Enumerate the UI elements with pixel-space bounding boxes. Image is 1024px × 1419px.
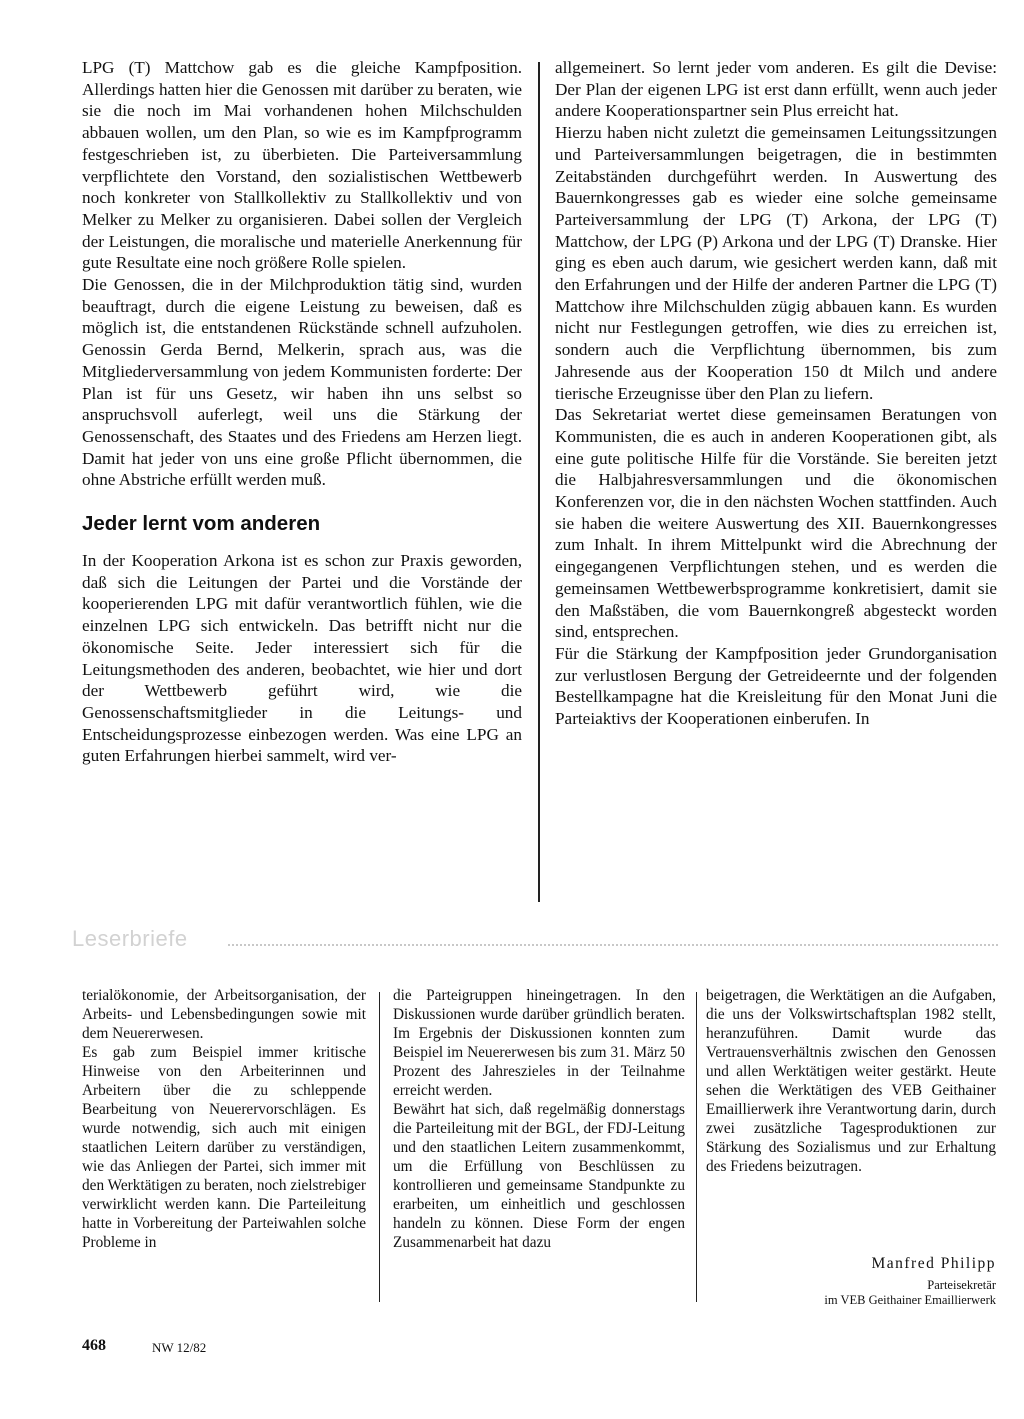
page-number: 468	[82, 1337, 106, 1354]
paragraph: allgemeinert. So lernt jeder vom anderen. Es gilt die Devise: Der Plan der eigenen LPG ist erst dann erfüllt, wenn auch jeder andere Kooperationspartner sein Plus erreicht hat.	[555, 58, 997, 121]
column-divider	[379, 992, 380, 1302]
article-column-right	[555, 57, 997, 730]
author-role: Parteisekretär	[927, 1278, 996, 1292]
letter-column-1	[82, 986, 366, 1252]
issue-label: NW 12/82	[152, 1340, 207, 1355]
section-heading: Jeder lernt vom anderen	[82, 512, 321, 536]
article-column-left	[82, 57, 522, 767]
section-label: Leserbriefe	[72, 926, 188, 951]
letter-column-3	[706, 986, 996, 1176]
paragraph: LPG (T) Mattchow gab es die gleiche Kampfposition. Allerdings hatten hier die Genossen mit darüber zu beraten, wie sie die noch im Mai vorhandenen hohen Milchschulden abbauen wollen, um den Plan, so wie es im Kampfprogramm festgeschrieben ist, zu überbieten. Die Parteiversammlung verpflichtete den Vorstand, den sozialistischen Wettbewerb noch konkreter von Stallkollektiv zu Stallkollektiv und von Melker zu Melker zu organisieren. Dabei sollen der Vergleich der Leistungen, die moralische und materielle Anerkennung für gute Resultate eine noch größere Rolle spielen.	[82, 58, 522, 273]
letter-column-2	[393, 986, 685, 1252]
paragraph: Für die Stärkung der Kampfposition jeder Grundorganisation zur verlustlosen Bergung der Getreideernte und der folgenden Bestellkampagne hat die Kreisleitung für den Monat Juni die Parteiaktivs der Kooperationen einberufen. In	[555, 643, 997, 729]
author-organization: im VEB Geithainer Emaillierwerk	[824, 1293, 996, 1307]
section-divider	[228, 944, 998, 946]
paragraph: Es gab zum Beispiel immer kritische Hinweise von den Arbeiterinnen und Arbeitern über die zu schleppende Bearbeitung von Neuerervorschlägen. Es wurde notwendig, sich auch mit einigen staatlichen Leitern darüber zu verständigen, wie das Anliegen der Partei, sich immer mit den Werktätigen zu beraten, noch zielstrebiger verwirklicht werden kann. Die Parteileitung hatte in Vorbereitung der Parteiwahlen solche Probleme in	[82, 1044, 366, 1251]
paragraph: In der Kooperation Arkona ist es schon zur Praxis geworden, daß sich die Leitungen der Partei und die Vorstände der kooperierenden LPG mit dafür verantwortlich fühlen, wie die einzelnen LPG sich entwickeln. Das betrifft nicht nur die ökonomische Seite. Jeder interessiert sich für die Leitungsmethoden des anderen, beobachtet, wie hier und dort der Wettbewerb geführt wird, wie die Genossenschaftsmitglieder in die Leitungs- und Entscheidungsprozesse einbezogen werden. Was eine LPG an guten Erfahrungen hierbei sammelt, wird ver-	[82, 551, 522, 766]
paragraph: Die Genossen, die in der Milchproduktion tätig sind, wurden beauftragt, durch die eigene Leistung zu beweisen, daß es möglich ist, die entstandenen Rückstände schnell aufzuholen. Genossin Gerda Bernd, Melkerin, sprach aus, was die Mitgliederversammlung von jedem Kommunisten forderte: Der Plan ist für uns Gesetz, wir haben ihn uns selbst so anspruchsvoll auferlegt, weil uns die Stärkung der Genossenschaft, des Staates und des Friedens am Herzen liegt. Damit hat jeder von uns eine große Pflicht übernommen, die ohne Abstriche erfüllt werden muß.	[82, 275, 522, 490]
paragraph: die Parteigruppen hineingetragen. In den Diskussionen wurde darüber gründlich beraten. Im Ergebnis der Diskussionen konnten zum Beispiel im Neuererwesen bis zum 31. März 50 Prozent des Jahreszieles in der Teilnahme erreicht werden.	[393, 987, 685, 1099]
paragraph: Bewährt hat sich, daß regelmäßig donnerstags die Parteileitung mit der BGL, der FDJ-Leitung und den staatlichen Leitern zusammenkommt, um die Erfüllung von Beschlüssen zu kontrollieren und gemeinsame Standpunkte zu erarbeiten, um einheitlich und geschlossen handeln zu können. Diese Form der engen Zusammenarbeit hat dazu	[393, 1101, 685, 1251]
column-divider	[696, 992, 697, 1302]
column-divider	[538, 62, 540, 902]
signature-block	[706, 1254, 996, 1308]
paragraph: Hierzu haben nicht zuletzt die gemeinsamen Leitungssitzungen und Parteiversammlungen beigetragen, die in bestimmten Zeitabständen durchgeführt werden. In Auswertung des Bauernkongresses gab es wieder eine solche gemeinsame Parteiversammlung der LPG (T) Arkona, der LPG (T) Mattchow, der LPG (P) Arkona und der LPG (T) Dranske. Hier ging es eben auch darum, wie gesichert werden kann, daß mit den Erfahrungen und der Hilfe der anderen Partner die LPG (T) Mattchow ihre Milchschulden zügig abbauen kann. Es wurden nicht nur Festlegungen getroffen, wie dies zu erreichen ist, sondern auch die Verpflichtung übernommen, bis zum Jahresende aus der Kooperation 150 dt Milch und andere tierische Erzeugnisse über den Plan zu liefern.	[555, 123, 997, 403]
paragraph: beigetragen, die Werktätigen an die Aufgaben, die uns der Volkswirtschaftsplan 1982 stellt, heranzuführen. Damit wurde das Vertrauensverhältnis zwischen den Genossen und allen Werktätigen weiter gestärkt. Heute sehen die Werktätigen des VEB Geithainer Emaillierwerk ihre Verantwortung darin, durch zwei zusätzliche Tagesproduktionen zur Stärkung des Sozialismus und zur Erhaltung des Friedens beizutragen.	[706, 987, 996, 1175]
author-name: Manfred Philipp	[871, 1255, 996, 1272]
paragraph: terialökonomie, der Arbeitsorganisation, der Arbeits- und Lebensbedingungen sowie mit dem Neuererwesen.	[82, 987, 366, 1042]
paragraph: Das Sekretariat wertet diese gemeinsamen Beratungen von Kommunisten, die es auch in anderen Kooperationen gibt, als eine gute politische Hilfe für die Vorstände. Sie bereiten jetzt die Halbjahresversammlungen und die ökonomischen Konferenzen vor, die in den nächsten Wochen stattfinden. Auch sie haben die weitere Auswertung des XII. Bauernkongresses zum Inhalt. In ihrem Mittelpunkt wird die Abrechnung der eingegangenen Verpflichtungen stehen, und es werden die gemeinsamen Wettbewerbsprogramme konkretisiert, damit sie den Maßstäben, die vom Bauernkongreß abgesteckt worden sind, entsprechen.	[555, 405, 997, 642]
